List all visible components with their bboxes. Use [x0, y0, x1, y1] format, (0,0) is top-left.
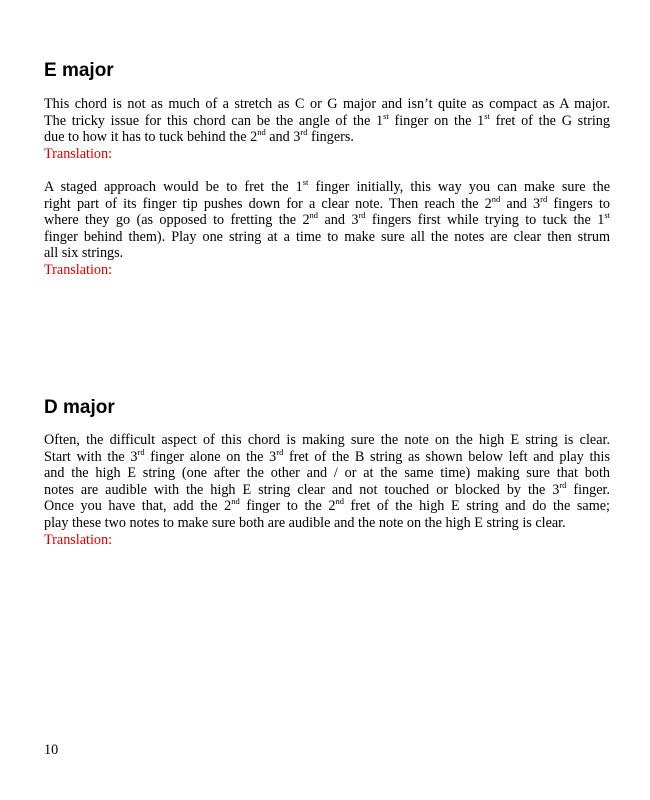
text-line	[44, 229, 610, 246]
ordinal-superscript: nd	[309, 210, 319, 221]
text-segment: Often, the difficult aspect of this chord is making sure the note on the high E string is clear.	[44, 432, 610, 448]
text-line	[44, 479, 611, 499]
text-line	[44, 179, 610, 196]
text-segment: and 3	[318, 212, 359, 229]
text-line	[44, 245, 610, 262]
e-major-paragraph-1	[44, 96, 610, 146]
translation-label: Translation:	[44, 146, 113, 162]
ordinal-superscript: rd	[137, 446, 145, 457]
text-line	[44, 446, 610, 466]
ordinal-superscript: rd	[540, 193, 548, 204]
ordinal-superscript: st	[383, 110, 389, 121]
text-segment: finger alone on the 3	[144, 448, 277, 465]
ordinal-superscript: rd	[559, 479, 567, 490]
page-number: 10	[44, 742, 59, 758]
ordinal-superscript: st	[302, 177, 309, 187]
text-segment: and the high E string (one after the other and / or at the same time) making sure that both	[44, 465, 610, 482]
text-segment: and 3	[500, 195, 541, 212]
ordinal-superscript: nd	[257, 127, 266, 138]
e-major-translation-label-2	[44, 262, 610, 279]
ordinal-superscript: nd	[335, 496, 344, 507]
text-line	[44, 146, 610, 163]
text-segment: This chord is not as much of a stretch as C or G major and isn’t quite as compact as A major.	[44, 96, 610, 112]
text-line	[44, 465, 610, 482]
e-major-translation-label-1	[44, 146, 610, 163]
text-segment: play these two notes to make sure both are audible and the note on the high E string is clear.	[44, 514, 566, 531]
text-segment: notes are audible with the high E string clear and not touched or blocked by the 3	[44, 481, 560, 498]
text-segment: Once you have that, add the 2	[44, 498, 232, 515]
text-line	[44, 498, 610, 515]
text-segment: due to how it has to tuck behind the 2	[44, 129, 258, 146]
text-line	[44, 110, 610, 130]
ordinal-superscript: rd	[300, 127, 308, 138]
d-major-paragraph-1	[44, 432, 610, 532]
text-segment: finger.	[566, 481, 611, 498]
d-major-translation-label	[44, 532, 610, 549]
text-segment: fingers first while trying to tuck the 1	[365, 212, 605, 229]
text-segment: all six strings.	[44, 245, 124, 262]
text-segment: finger behind them). Play one string at a time to make sure all the notes are clear then strum	[44, 228, 610, 245]
text-line	[44, 96, 610, 113]
ordinal-superscript: nd	[231, 496, 240, 507]
text-line	[44, 262, 610, 279]
section-heading-e-major: E major	[44, 60, 114, 81]
text-line	[44, 532, 610, 549]
text-line	[44, 212, 610, 229]
text-segment: Start with the 3	[44, 448, 138, 465]
text-segment: and 3	[265, 129, 301, 146]
text-segment: where they go (as opposed to fretting the 2	[44, 212, 310, 229]
ordinal-superscript: st	[604, 210, 610, 221]
text-line	[44, 515, 610, 532]
text-segment: fingers.	[307, 129, 354, 146]
text-segment: A staged approach would be to fret the 1	[44, 179, 303, 195]
translation-label: Translation:	[44, 532, 113, 548]
text-line	[44, 432, 610, 449]
e-major-paragraph-2	[44, 179, 610, 262]
translation-label: Translation:	[44, 262, 113, 278]
text-line	[44, 193, 610, 213]
text-segment: finger to the 2	[239, 498, 336, 515]
text-segment: fret of the G string	[489, 112, 610, 129]
text-segment: fret of the high E string and do the same;	[343, 498, 610, 515]
text-segment: finger on the 1	[388, 112, 485, 129]
text-segment: fingers to	[547, 195, 610, 212]
text-line	[44, 129, 610, 146]
ordinal-superscript: rd	[276, 446, 284, 457]
ordinal-superscript: st	[484, 110, 490, 121]
text-segment: The tricky issue for this chord can be the angle of the 1	[44, 112, 384, 129]
section-heading-d-major: D major	[44, 397, 115, 418]
text-segment: finger initially, this way you can make sure the	[308, 179, 610, 195]
ordinal-superscript: rd	[358, 210, 366, 221]
text-segment: right part of its finger tip pushes down for a clear note. Then reach the 2	[44, 195, 492, 212]
text-segment: fret of the B string as shown below left and play this	[283, 448, 610, 465]
ordinal-superscript: nd	[491, 193, 501, 204]
